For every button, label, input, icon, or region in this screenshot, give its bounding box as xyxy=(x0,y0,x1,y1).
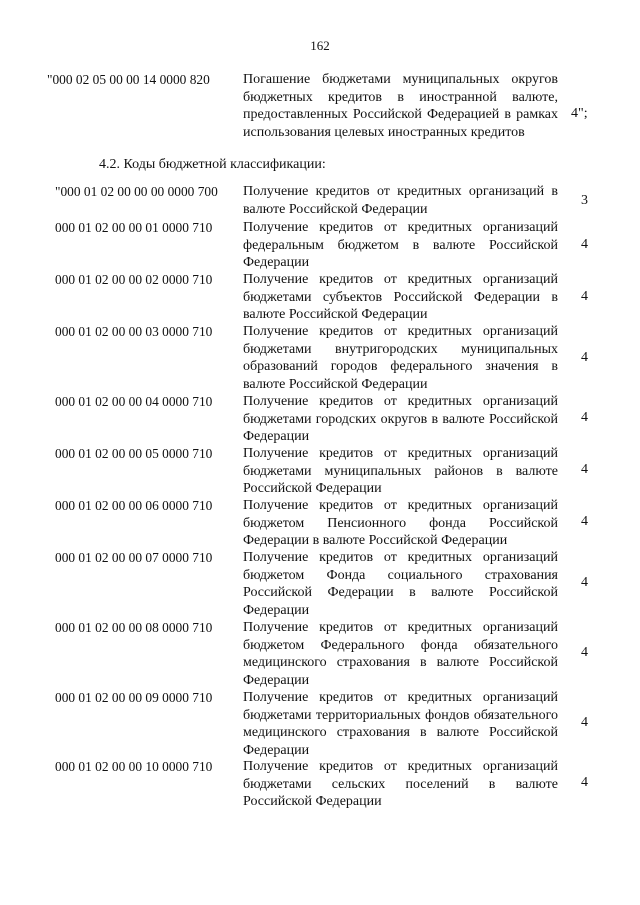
code-value: 4"; xyxy=(571,106,588,121)
code-description: Получение кредитов от кредитных организаций федеральным бюджетом в валюте Российской Федерации xyxy=(243,220,558,270)
code-value: 4 xyxy=(581,410,588,425)
budget-code: 000 01 02 00 00 05 0000 710 xyxy=(55,446,213,461)
budget-code: 000 01 02 00 00 04 0000 710 xyxy=(55,394,213,409)
budget-code: "000 01 02 00 00 00 0000 700 xyxy=(55,184,218,199)
code-description: Получение кредитов от кредитных организаций бюджетом Пенсионного фонда Российской Федерации в валюте Российской Федерации xyxy=(243,498,558,548)
code-value: 4 xyxy=(581,645,588,660)
code-value: 4 xyxy=(581,289,588,304)
code-description: Получение кредитов от кредитных организаций в валюте Российской Федерации xyxy=(243,184,558,217)
code-value: 4 xyxy=(581,350,588,365)
budget-code: 000 01 02 00 00 01 0000 710 xyxy=(55,220,213,235)
code-description-text: Погашение бюджетами муниципальных округов бюджетных кредитов в иностранной валюте, предоставленных Российской Федерацией в рамках использования целевых иностранных кредитов xyxy=(243,72,558,140)
budget-code: 000 01 02 00 00 02 0000 710 xyxy=(55,272,213,287)
code-description: Получение кредитов от кредитных организаций бюджетом Федерального фонда обязательного медицинского страхования в валюте Российской Федерации xyxy=(243,620,558,688)
budget-code: 000 01 02 00 00 07 0000 710 xyxy=(55,550,213,565)
code-description: Получение кредитов от кредитных организаций бюджетами внутригородских муниципальных образований городов федерального значения в валюте Российской Федерации xyxy=(243,324,558,392)
code-value: 4 xyxy=(581,462,588,477)
code-description: Получение кредитов от кредитных организаций бюджетом Фонда социального страхования Российской Федерации в валюте Российской Федерации xyxy=(243,550,558,618)
section-heading: 4.2. Коды бюджетной классификации: xyxy=(99,157,326,172)
code-description: Получение кредитов от кредитных организаций бюджетами муниципальных районов в валюте Российской Федерации xyxy=(243,446,558,496)
budget-code: "000 02 05 00 00 14 0000 820 xyxy=(47,72,210,87)
budget-code: 000 01 02 00 00 08 0000 710 xyxy=(55,620,213,635)
code-value: 3 xyxy=(581,193,588,208)
budget-code: 000 01 02 00 00 09 0000 710 xyxy=(55,690,213,705)
budget-code: 000 01 02 00 00 10 0000 710 xyxy=(55,759,213,774)
code-value: 4 xyxy=(581,575,588,590)
code-description: Получение кредитов от кредитных организаций бюджетами территориальных фондов обязательного медицинского страхования в валюте Российской Федерации xyxy=(243,690,558,758)
budget-code: 000 01 02 00 00 06 0000 710 xyxy=(55,498,213,513)
code-description: Получение кредитов от кредитных организаций бюджетами субъектов Российской Федерации в валюте Российской Федерации xyxy=(243,272,558,322)
budget-code: 000 01 02 00 00 03 0000 710 xyxy=(55,324,213,339)
code-description: Получение кредитов от кредитных организаций бюджетами городских округов в валюте Российской Федерации xyxy=(243,394,558,444)
page-number: 162 xyxy=(310,38,330,53)
code-description: Получение кредитов от кредитных организаций бюджетами сельских поселений в валюте Российской Федерации xyxy=(243,759,558,809)
code-value: 4 xyxy=(581,715,588,730)
code-value: 4 xyxy=(581,237,588,252)
code-description xyxy=(243,71,558,141)
code-value: 4 xyxy=(581,775,588,790)
code-value: 4 xyxy=(581,514,588,529)
